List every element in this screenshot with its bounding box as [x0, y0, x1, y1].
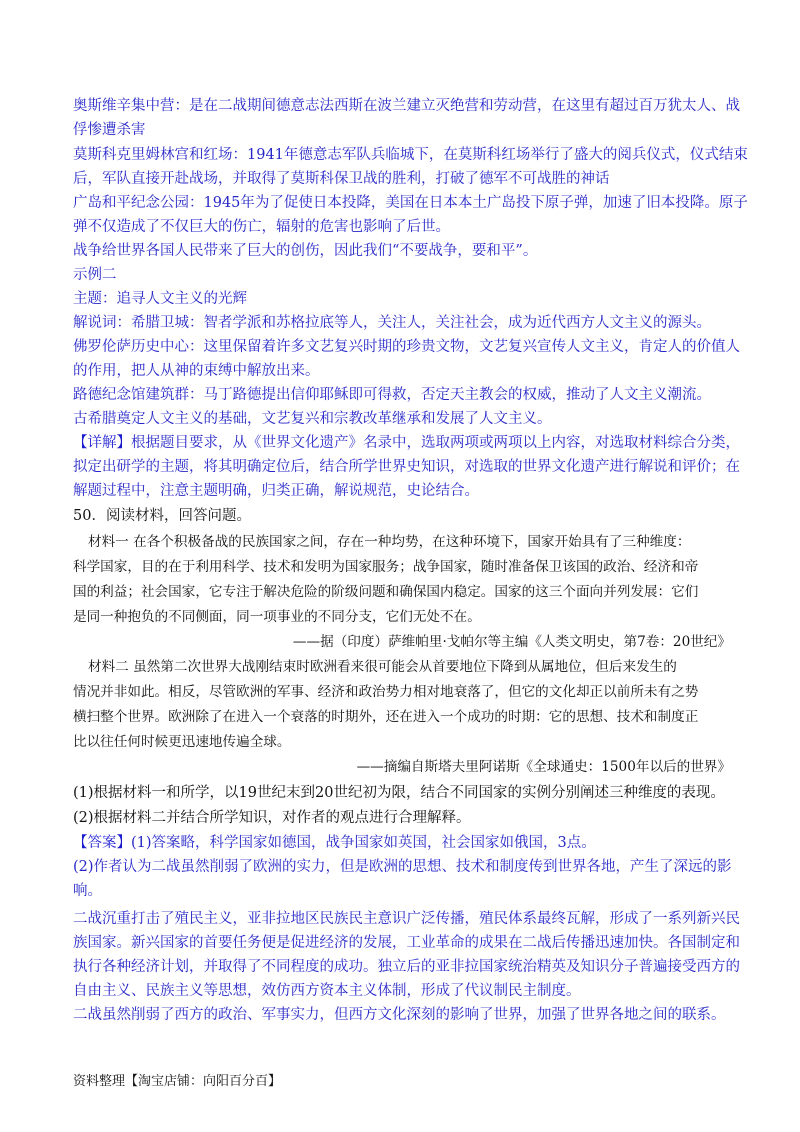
answer-line: 族国家。新兴国家的首要任务便是促进经济的发展，工业革命的成果在二战后传播迅速加快。各国制定和	[73, 935, 740, 951]
text-line: 的作用，把人从神的束缚中解放出来。	[73, 363, 320, 379]
text-line: 弹不仅造成了不仅巨大的伤亡，辐射的危害也影响了后世。	[73, 219, 450, 235]
question-item: (1)根据材料一和所学，以19世纪末到20世纪初为限，结合不同国家的实例分别阐述三种维度的表现。	[73, 785, 725, 801]
text-line: 拟定出研学的主题，将其明确定位后，结合所学世界史知识，对选取的世界文化遗产进行解说和评价；在	[73, 459, 740, 475]
question-item: (2)根据材料二并结合所学知识，对作者的观点进行合理解释。	[73, 810, 471, 826]
text-line: 莫斯科克里姆林宫和红场：1941年德意志军队兵临城下，在莫斯科红场举行了盛大的阅兵仪式，仪式结束	[73, 147, 748, 163]
material-line: 材料二 虽然第二次世界大战刚结束时欧洲看来很可能会从首要地位下降到从属地位，但后来发生的	[88, 659, 677, 675]
text-line: 解说词：希腊卫城：智者学派和苏格拉底等人，关注人，关注社会，成为近代西方人文主义的源头。	[73, 315, 711, 331]
text-line: 【详解】根据题目要求，从《世界文化遗产》名录中，选取两项或两项以上内容，对选取材料综合分类，	[73, 435, 740, 451]
answer-line: (2)作者认为二战虽然削弱了欧洲的实力，但是欧洲的思想、技术和制度传到世界各地，产生了深远的影	[73, 859, 732, 875]
section-label: 【详解】	[73, 435, 131, 451]
text-line: 广岛和平纪念公园：1945年为了促使日本投降，美国在日本本土广岛投下原子弹，加速了旧本投降。原子	[73, 195, 748, 211]
text-line: 解题过程中，注意主题明确，归类正确，解说规范，史论结合。	[73, 483, 479, 499]
example-two-label: 示例二	[73, 267, 117, 283]
answer-line: 自由主义、民族主义等思想，效仿西方资本主义体制，形成了代议制民主制度。	[73, 983, 581, 999]
text-line: 后，军队直接开赴战场，并取得了莫斯科保卫战的胜利，打破了德军不可战胜的神话	[73, 171, 610, 187]
theme-line: 主题：追寻人文主义的光辉	[73, 291, 247, 307]
material-line: 情况并非如此。相反，尽管欧洲的军事、经济和政治势力相对地衰落了，但它的文化却正以前所未有之势	[73, 684, 699, 700]
material-line: 材料一 在各个积极备战的民族国家之间，存在一种均势，在这种环境下，国家开始具有了三种维度：	[88, 534, 691, 550]
material-line: 科学国家，目的在于利用科学、技术和发明为国家服务；战争国家，随时准备保卫该国的政治、经济和帝	[73, 559, 699, 575]
section-label: 【答案】	[73, 835, 131, 851]
material-source: ——据（印度）萨维帕里·戈帕尔等主编《人类文明史，第7卷：20世纪》	[292, 634, 731, 650]
answer-line: 二战虽然削弱了西方的政治、军事实力，但西方文化深刻的影响了世界，加强了世界各地之间的联系。	[73, 1007, 726, 1023]
material-line: 横扫整个世界。欧洲除了在进入一个衰落的时期外，还在进入一个成功的时期：它的思想、技术和制度正	[73, 709, 699, 725]
question-50-heading: 50．阅读材料，回答问题。	[73, 508, 251, 524]
page-footer: 资料整理【淘宝店铺：向阳百分百】	[73, 1074, 282, 1089]
answer-line: 响。	[73, 883, 102, 899]
text-line: 战争给世界各国人民带来了巨大的创伤，因此我们“不要战争，要和平”。	[73, 243, 538, 259]
answer-line: 【答案】(1)答案略，科学国家如德国，战争国家如英国，社会国家如俄国，3点。	[73, 835, 596, 851]
text-line: 佛罗伦萨历史中心：这里保留着许多文艺复兴时期的珍贵文物，文艺复兴宣传人文主义，肯定人的价值人	[73, 339, 740, 355]
answer-line: 执行各种经济计划，并取得了不同程度的成功。独立后的亚非拉国家统治精英及知识分子普遍接受西方的	[73, 959, 740, 975]
text-line: 俘惨遭杀害	[73, 122, 146, 138]
text-line: 奥斯维辛集中营：是在二战期间德意志法西斯在波兰建立灭绝营和劳动营，在这里有超过百万犹太人、战	[73, 98, 740, 114]
answer-line: 二战沉重打击了殖民主义，亚非拉地区民族民主意识广泛传播，殖民体系最终瓦解，形成了一系列新兴民	[73, 911, 740, 927]
material-line: 是同一种抱负的不同侧面，同一项事业的不同分支，它们无处不在。	[73, 609, 481, 625]
material-line: 国的利益；社会国家，它专注于解决危险的阶级问题和确保国内稳定。国家的这三个面向并列发展：它们	[73, 584, 699, 600]
material-line: 比以往任何时候更迅速地传遍全球。	[73, 734, 291, 750]
material-source: ——摘编自斯塔夫里阿诺斯《全球通史：1500年以后的世界》	[356, 759, 731, 775]
text-line: 古希腊奠定人文主义的基础，文艺复兴和宗教改革继承和发展了人文主义。	[73, 411, 552, 427]
text-line: 路德纪念馆建筑群：马丁路德提出信仰耶稣即可得救，否定天主教会的权威，推动了人文主义潮流。	[73, 387, 711, 403]
